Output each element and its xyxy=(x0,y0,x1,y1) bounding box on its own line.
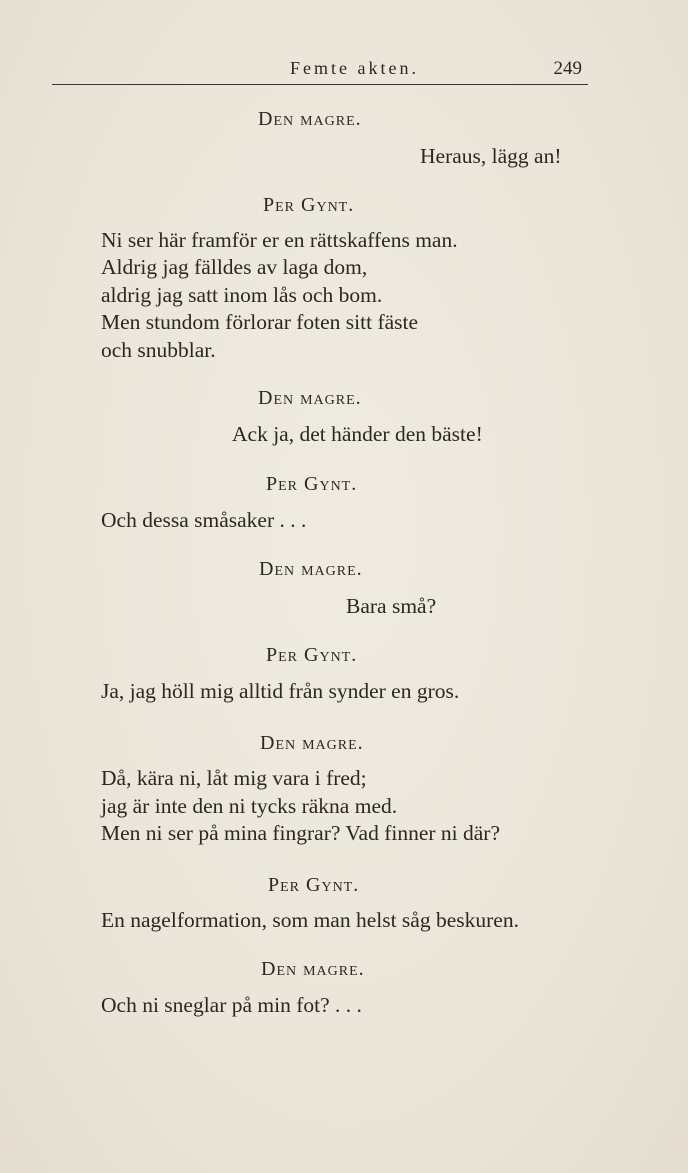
speaker-name: Den magre. xyxy=(261,958,365,980)
verse-line: aldrig jag satt inom lås och bom. xyxy=(101,283,383,307)
page-header xyxy=(52,58,588,85)
verse-line: Aldrig jag fälldes av laga dom, xyxy=(101,255,368,279)
speaker-name: Den magre. xyxy=(258,387,362,409)
verse-line: En nagelformation, som man helst såg beskuren. xyxy=(101,908,519,932)
speaker-name: Den magre. xyxy=(260,732,364,754)
verse-line: Ni ser här framför er en rättskaffens man. xyxy=(101,228,458,252)
verse-line: Men stundom förlorar foten sitt fäste xyxy=(101,310,419,334)
verse-line: Och ni sneglar på min fot? . . . xyxy=(101,993,362,1017)
verse-line: Ja, jag höll mig alltid från synder en gros. xyxy=(101,679,460,703)
verse-line: Då, kära ni, låt mig vara i fred; xyxy=(101,766,367,790)
verse-line: Bara små? xyxy=(346,594,437,618)
speaker-name: Den magre. xyxy=(259,558,363,580)
verse-line: Och dessa småsaker . . . xyxy=(101,508,307,532)
verse-line: Heraus, lägg an! xyxy=(420,144,562,168)
verse-line: Ack ja, det händer den bäste! xyxy=(232,422,483,446)
speaker-name: Per Gynt. xyxy=(266,644,358,666)
verse-line: Men ni ser på mina fingrar? Vad finner ni där? xyxy=(101,821,500,845)
speaker-name: Per Gynt. xyxy=(268,874,360,896)
speaker-name: Per Gynt. xyxy=(266,473,358,495)
verse-line: och snubblar. xyxy=(101,338,216,362)
speaker-name: Den magre. xyxy=(258,108,362,130)
speaker-name: Per Gynt. xyxy=(263,194,355,216)
running-head: Femte akten. xyxy=(290,58,419,78)
page-number: 249 xyxy=(553,58,582,79)
verse-line: jag är inte den ni tycks räkna med. xyxy=(101,794,398,818)
